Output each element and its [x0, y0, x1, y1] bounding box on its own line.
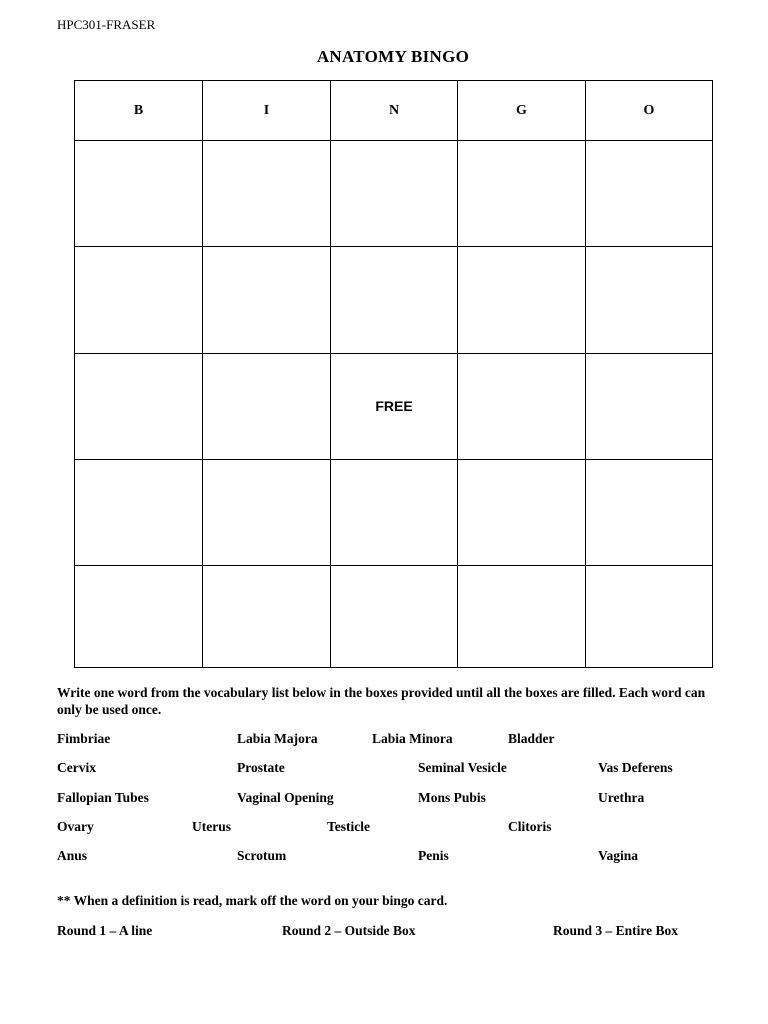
bingo-cell[interactable] — [458, 247, 586, 354]
vocab-word: Labia Minora — [372, 731, 453, 746]
vocab-word: Anus — [57, 848, 88, 863]
vocab-word: Fimbriae — [57, 731, 111, 746]
document-code: HPC301-FRASER — [57, 17, 156, 32]
round-3-label: Round 3 – Entire Box — [553, 923, 679, 938]
page-title: ANATOMY BINGO — [316, 47, 470, 66]
bingo-row — [75, 354, 713, 460]
column-header-o: O — [586, 81, 713, 141]
vocab-word: Prostate — [237, 760, 285, 775]
vocab-word: Mons Pubis — [418, 790, 486, 805]
vocab-word: Vagina — [598, 848, 639, 863]
instruction-note: ** When a definition is read, mark off the word on your bingo card. — [57, 893, 448, 908]
vocab-word: Urethra — [598, 790, 645, 805]
free-space-cell — [331, 354, 458, 460]
bingo-cell[interactable] — [458, 460, 586, 566]
bingo-cell[interactable] — [458, 354, 586, 460]
vocab-word: Vaginal Opening — [237, 790, 334, 805]
free-space-label: FREE — [375, 397, 413, 414]
bingo-cell[interactable] — [75, 354, 203, 460]
bingo-cell[interactable] — [203, 566, 331, 668]
bingo-header-row — [75, 81, 713, 141]
bingo-row — [75, 460, 713, 566]
bingo-cell[interactable] — [586, 141, 713, 247]
bingo-cell[interactable] — [331, 566, 458, 668]
vocab-word: Seminal Vesicle — [418, 760, 507, 775]
bingo-cell[interactable] — [75, 247, 203, 354]
vocab-word: Vas Deferens — [598, 760, 673, 775]
vocab-word: Uterus — [192, 819, 231, 834]
bingo-cell[interactable] — [75, 460, 203, 566]
vocab-word: Labia Majora — [237, 731, 318, 746]
bingo-cell[interactable] — [203, 141, 331, 247]
bingo-cell[interactable] — [586, 566, 713, 668]
bingo-row — [75, 141, 713, 247]
round-1-label: Round 1 – A line — [57, 923, 153, 938]
bingo-row — [75, 247, 713, 354]
bingo-cell[interactable] — [586, 354, 713, 460]
vocab-word: Fallopian Tubes — [57, 790, 149, 805]
vocab-word: Bladder — [508, 731, 555, 746]
vocab-word: Testicle — [327, 819, 370, 834]
vocab-word: Penis — [418, 848, 449, 863]
column-header-b: B — [75, 81, 203, 141]
bingo-cell[interactable] — [75, 566, 203, 668]
vocab-word: Scrotum — [237, 848, 287, 863]
instructions-text: Write one word from the vocabulary list below in the boxes provided until all the boxes are filled. Each word can only be used once. — [57, 685, 706, 717]
vocab-word: Clitoris — [508, 819, 552, 834]
bingo-cell[interactable] — [331, 460, 458, 566]
bingo-row — [75, 566, 713, 668]
column-header-n: N — [331, 81, 458, 141]
bingo-cell[interactable] — [203, 354, 331, 460]
bingo-cell[interactable] — [203, 247, 331, 354]
column-header-i: I — [203, 81, 331, 141]
bingo-cell[interactable] — [586, 247, 713, 354]
bingo-cell[interactable] — [458, 141, 586, 247]
column-header-g: G — [458, 81, 586, 141]
bingo-cell[interactable] — [586, 460, 713, 566]
vocab-word: Ovary — [57, 819, 94, 834]
bingo-cell[interactable] — [75, 141, 203, 247]
bingo-cell[interactable] — [331, 141, 458, 247]
round-2-label: Round 2 – Outside Box — [282, 923, 416, 938]
bingo-cell[interactable] — [331, 247, 458, 354]
bingo-card — [74, 80, 713, 668]
bingo-cell[interactable] — [458, 566, 586, 668]
vocab-word: Cervix — [57, 760, 96, 775]
bingo-cell[interactable] — [203, 460, 331, 566]
